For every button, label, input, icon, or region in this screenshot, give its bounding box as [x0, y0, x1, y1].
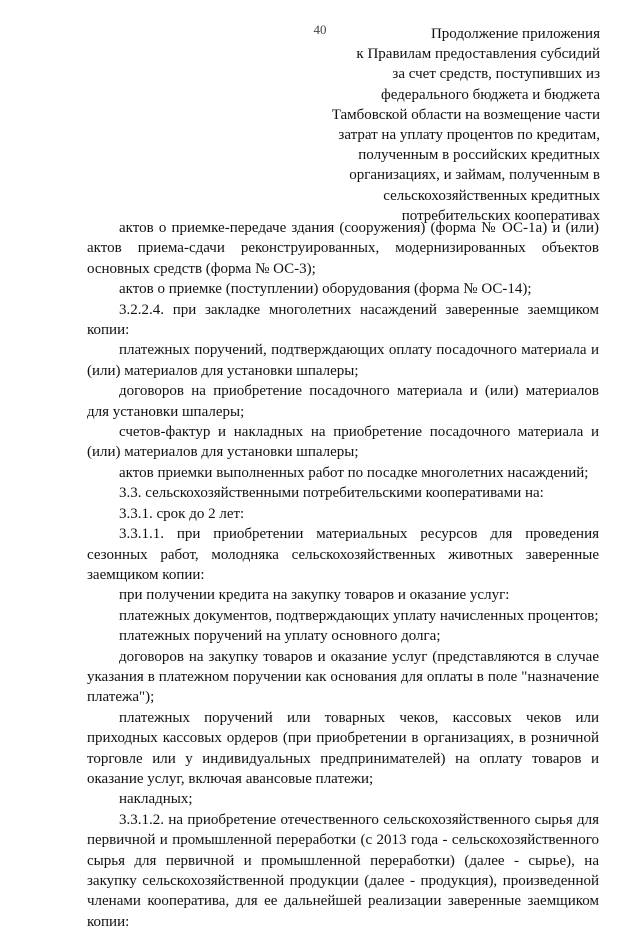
header-line: Тамбовской области на возмещение части	[331, 106, 600, 123]
document-body	[87, 218, 599, 932]
paragraph: накладных;	[119, 791, 193, 808]
paragraph: при получении кредита на закупку товаров и оказание услуг:	[119, 587, 510, 604]
header-line: организациях, и займам, полученным в	[349, 167, 600, 184]
paragraph: 3.3.1. срок до 2 лет:	[119, 505, 245, 522]
paragraph: договоров на приобретение посадочного материала и (или) материалов для установки шпалеры;	[87, 383, 599, 420]
paragraph: 3.3. сельскохозяйственными потребительскими кооперативами на:	[119, 485, 544, 502]
header-line: Продолжение приложения	[430, 26, 600, 42]
paragraph: актов приемки выполненных работ по посадке многолетних насаждений;	[119, 464, 589, 481]
paragraph: договоров на закупку товаров и оказание услуг (представляются в случае указания в платежном поручении как основания для оплаты в поле "назначение платежа");	[87, 648, 599, 706]
header-line: федерального бюджета и бюджета	[380, 86, 600, 103]
page-number: 40	[313, 22, 327, 37]
header-line: к Правилам предоставления субсидий	[356, 46, 600, 63]
header-line: потребительских кооперативах	[401, 207, 600, 224]
paragraph: 3.3.1.2. на приобретение отечественного сельскохозяйственного сырья для первичной и промышленной переработки (с 2013 года - сельскохозяйственного сырья для первичной и промышленной переработки) (далее - сырье), на закупку сельскохозяйственной продукции (далее - продукция), произведенной членами кооператива, для ее дальнейшей реализации заверенные заемщиком копии:	[87, 811, 599, 930]
header-line: сельскохозяйственных кредитных	[383, 187, 600, 204]
header-line: за счет средств, поступивших из	[392, 66, 600, 83]
header-line: полученным в российских кредитных	[358, 147, 600, 164]
paragraph: актов о приемке-передаче здания (сооружения) (форма № ОС-1а) и (или) актов приема-сдачи реконструированных, модернизированных объектов основных средств (форма № ОС-3);	[87, 220, 599, 277]
paragraph: 3.2.2.4. при закладке многолетних насаждений заверенные заемщиком копии:	[87, 301, 599, 339]
paragraph: платежных поручений или товарных чеков, кассовых чеков или приходных кассовых ордеров (при приобретении в организациях, в розничной торговле или у индивидуальных предпринимателей) на оплату товаров и оказание услуг, включая авансовые платежи;	[87, 709, 599, 787]
paragraph: актов о приемке (поступлении) оборудования (форма № ОС-14);	[119, 281, 532, 298]
header-line: затрат на уплату процентов по кредитам,	[338, 127, 600, 144]
paragraph: платежных документов, подтверждающих уплату начисленных процентов;	[119, 607, 599, 624]
paragraph: платежных поручений, подтверждающих оплату посадочного материала и (или) материалов для установки шпалеры;	[87, 342, 599, 379]
paragraph: платежных поручений на уплату основного долга;	[119, 628, 441, 645]
paragraph: счетов-фактур и накладных на приобретение посадочного материала и (или) материалов для установки шпалеры;	[87, 424, 599, 461]
paragraph: 3.3.1.1. при приобретении материальных ресурсов для проведения сезонных работ, молодняка сельскохозяйственных животных заверенные заемщиком копии:	[87, 526, 599, 583]
appendix-header	[300, 24, 600, 226]
